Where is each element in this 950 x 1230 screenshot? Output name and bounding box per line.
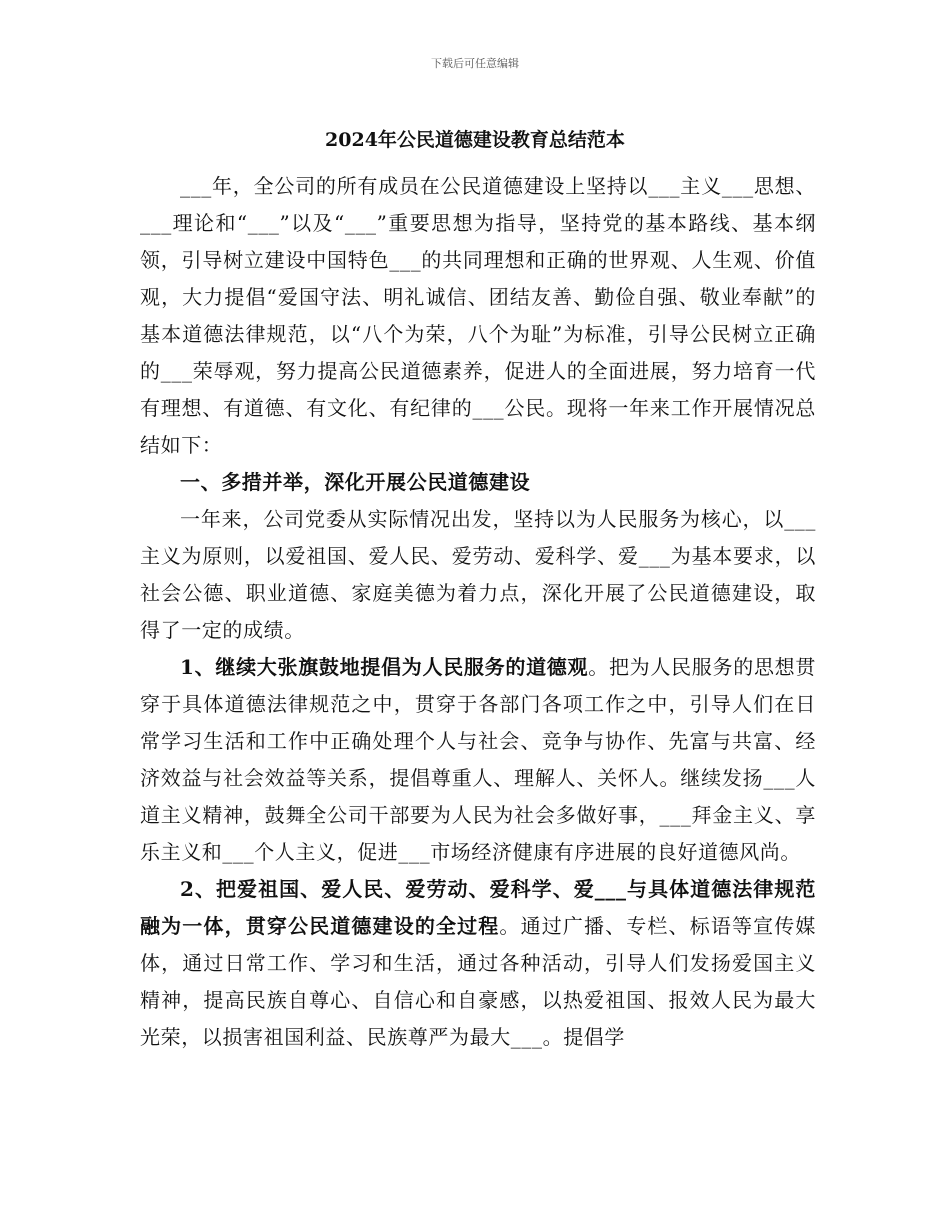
header-note: 下载后可任意编辑: [431, 57, 519, 70]
paragraph-intro: ___年，全公司的所有成员在公民道德建设上坚持以___主义___思想、___理论和“___”以及“___”重要思想为指导，坚持党的基本路线、基本纲领，引导树立建设中国特色___的共同理想和正确的世界观、人生观、价值观，大力提倡“爱国守法、明礼诚信、团结友善、勤俭自强、敬业奉献”的基本道德法律规范，以“八个为荣，八个为耻”为标准，引导公民树立正确的___荣辱观，努力提高公民道德素养，促进人的全面进展，努力培育一代有理想、有道德、有文化、有纪律的___公民。现将一年来工作开展情况总结如下：: [140, 174, 816, 457]
point-1-text: 。把为人民服务的思想贯穿于具体道德法律规范之中，贯穿于各部门各项工作之中，引导人们在日常学习生活和工作中正确处理个人与社会、竞争与协作、先富与共富、经济效益与社会效益等关系，提倡尊重人、理解人、关怀人。继续发扬___人道主义精神，鼓舞全公司干部要为人民为社会多做好事，___拜金主义、享乐主义和___个人主义，促进___市场经济健康有序进展的良好道德风尚。: [140, 655, 816, 864]
paragraph-point-1: [140, 649, 816, 871]
document-body: [140, 168, 816, 1056]
section-heading-1: 一、多措并举，深化开展公民道德建设: [180, 470, 531, 494]
point-2-text: 。通过广播、专栏、标语等宣传媒体，通过日常工作、学习和生活，通过各种活动，引导人们发扬爱国主义精神，提高民族自尊心、自信心和自豪感，以热爱祖国、报效人民为最大光荣，以损害祖国利益、民族尊严为最大___。提倡学: [140, 914, 817, 1049]
point-2-lead: 2、把爱祖国、爱人民、爱劳动、爱科学、爱___与具体道德法律规范融为一体，贯穿公民道德建设的全过程: [140, 877, 816, 938]
paragraph-section-1-intro: 一年来，公司党委从实际情况出发，坚持以为人民服务为核心，以___主义为原则，以爱祖国、爱人民、爱劳动、爱科学、爱___为基本要求，以社会公德、职业道德、家庭美德为着力点，深化开展了公民道德建设，取得了一定的成绩。: [140, 507, 816, 642]
document-title: 2024年公民道德建设教育总结范本: [325, 129, 625, 151]
paragraph-point-2: [140, 871, 816, 1056]
point-1-lead: 1、继续大张旗鼓地提倡为人民服务的道德观: [180, 655, 589, 679]
